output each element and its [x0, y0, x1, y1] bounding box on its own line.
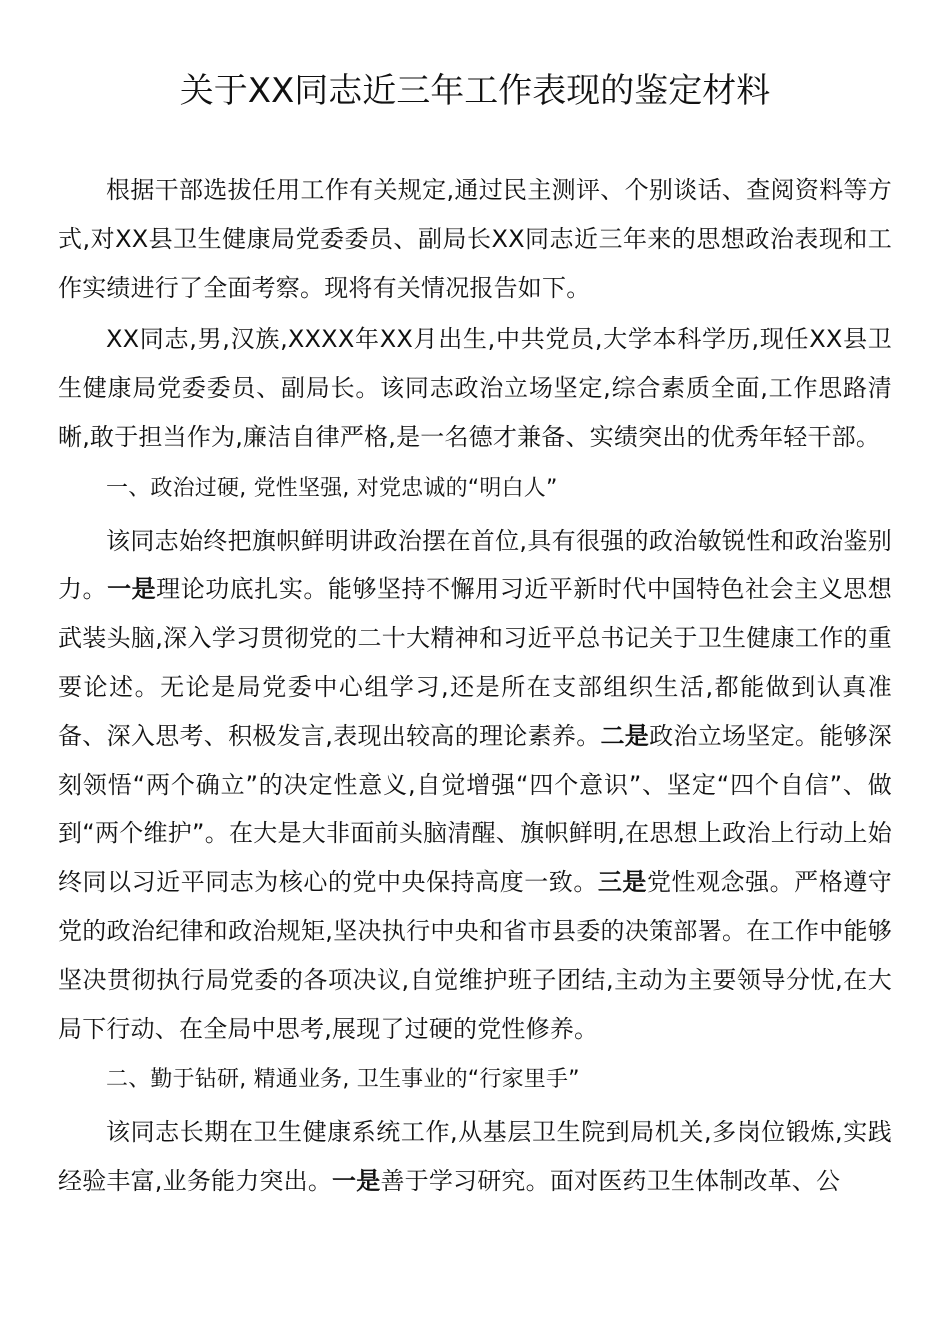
section-2-lead: 该同志长期在卫生健康系统工作,从基层卫生院到局机关,多岗位锻炼,实践经验丰富,业务能力突出。 [58, 1118, 892, 1195]
document-body [58, 166, 892, 1209]
document-title: 关于XX同志近三年工作表现的鉴定材料 [179, 71, 771, 111]
section-1-point-1-text: 理论功底扎实。能够坚持不懈用习近平新时代中国特色社会主义思想武装头脑,深入学习贯彻党的二十大精神和习近平总书记关于卫生健康工作的重要论述。无论是局党委中心组学习,还是所在支部组织生活,都能做到认真准备、深入思考、积极发言,表现出较高的理论素养。 [58, 575, 892, 750]
section-1-point-2-label: 二是 [600, 721, 650, 750]
section-2-heading: 二、勤于钻研, 精通业务, 卫生事业的“行家里手” [106, 1067, 580, 1093]
intro-paragraph: 根据干部选拔任用工作有关规定,通过民主测评、个别谈话、查阅资料等方式,对XX县卫生健康局党委委员、副局长XX同志近三年来的思想政治表现和工作实绩进行了全面考察。现将有关情况报告如下。 [58, 176, 892, 302]
section-2-point-1-text: 善于学习研究。面对医药卫生体制改革、公 [380, 1166, 841, 1195]
section-1-paragraph [58, 517, 892, 1054]
section-2-paragraph [58, 1108, 892, 1206]
section-1-heading: 一、政治过硬, 党性坚强, 对党忠诚的“明白人” [106, 475, 558, 501]
section-1-point-3-text: 党性观念强。严格遵守党的政治纪律和政治规矩,坚决执行中央和省市县委的决策部署。在工作中能够坚决贯彻执行局党委的各项决议,自觉维护班子团结,主动为主要领导分忧,在大局下行动、在全局中思考,展现了过硬的党性修养。 [58, 868, 892, 1043]
section-2-point-1-label: 一是 [332, 1166, 381, 1195]
profile-paragraph: XX同志,男,汉族,XXXX年XX月出生,中共党员,大学本科学历,现任XX县卫生健康局党委委员、副局长。该同志政治立场坚定,综合素质全面,工作思路清晰,敢于担当作为,廉洁自律严格,是一名德才兼备、实绩突出的优秀年轻干部。 [58, 325, 892, 451]
section-1-point-3-label: 三是 [597, 868, 647, 897]
section-1-lead: 该同志始终把旗帜鲜明讲政治摆在首位,具有很强的政治敏锐性和政治鉴别力。 [58, 526, 892, 604]
section-1-point-2-text: 政治立场坚定。能够深刻领悟“两个确立”的决定性意义,自觉增强“四个意识”、坚定“四个自信”、做到“两个维护”。在大是大非面前头脑清醒、旗帜鲜明,在思想上政治上行动上始终同以习近平同志为核心的党中央保持高度一致。 [58, 721, 892, 897]
section-1-point-1-label: 一是 [107, 575, 157, 604]
